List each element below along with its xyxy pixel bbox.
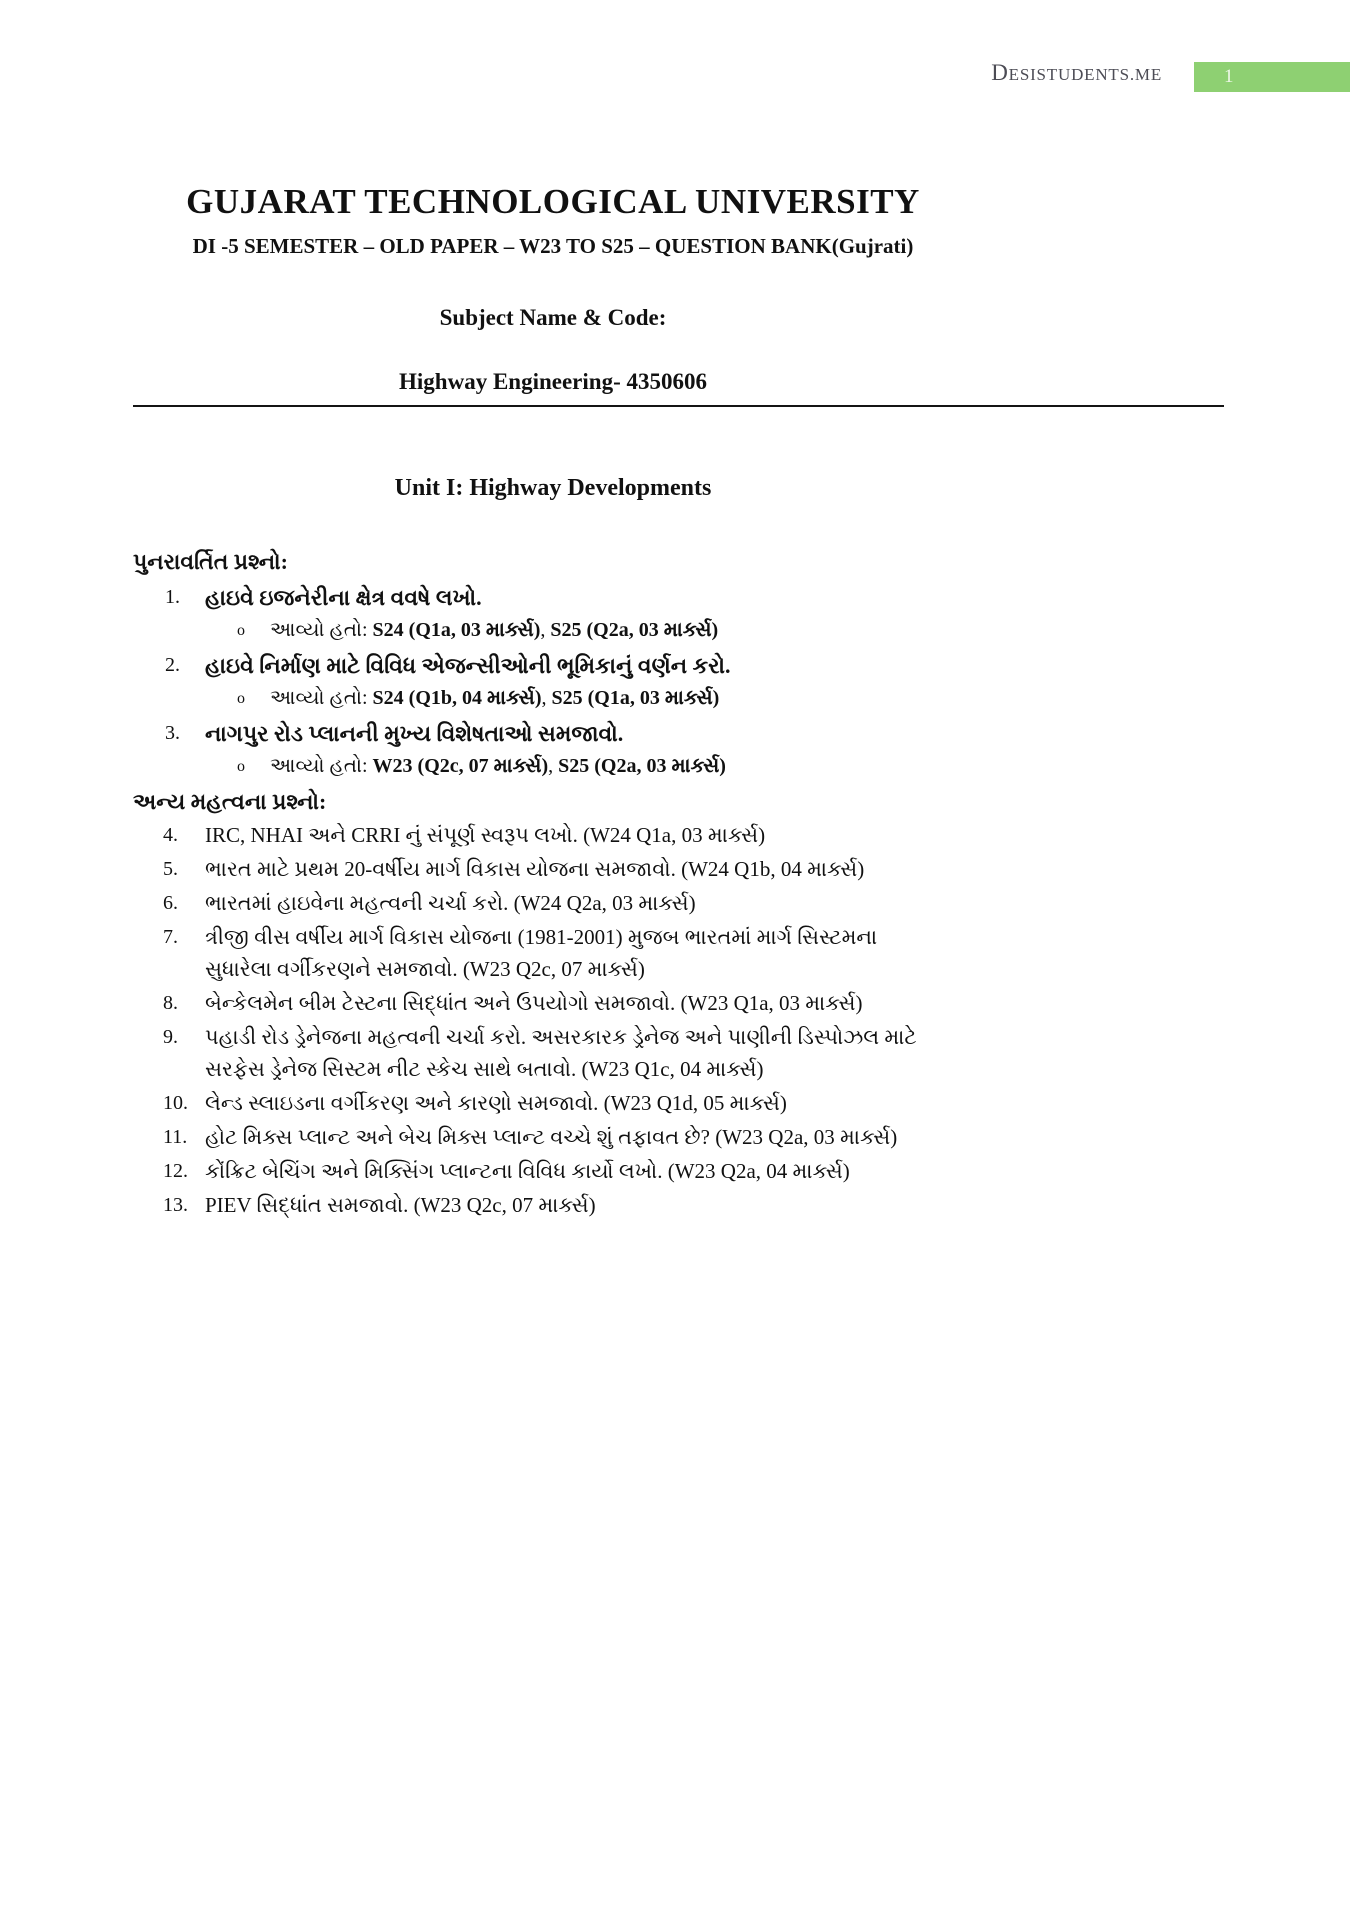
appearance-prefix: આવ્યો હતો: — [270, 619, 373, 641]
appearance-prefix: આવ્યો હતો: — [270, 755, 373, 777]
question-text: હાઇવે નિર્માણ માટે વિવિધ એજન્સીઓની ભૂમિકાનું વર્ણન કરો. — [205, 653, 731, 678]
appearance-ref: S24 (Q1a, 03 માર્ક્સ) — [372, 619, 541, 641]
divider-rule — [133, 405, 1224, 407]
question-text: PIEV સિદ્ધાંત સમજાવો. (W23 Q2c, 07 માર્ક્સ) — [205, 1193, 596, 1217]
question-number: 5. — [163, 858, 178, 880]
question-number: 12. — [163, 1160, 188, 1182]
question-number: 6. — [163, 892, 178, 914]
question-item-10 — [133, 1087, 948, 1119]
question-item-1 — [133, 581, 948, 614]
appearance-note-2 — [133, 684, 948, 713]
question-text: પહાડી રોડ ડ્રેનેજના મહત્વની ચર્ચા કરો. અસરકારક ડ્રેનેજ અને પાણીની ડિસ્પોઝલ માટે સરફેસ ડ્રેનેજ સિસ્ટમ નીટ સ્કેચ સાથે બતાવો. (W23 Q1c, 04 માર્ક્સ) — [205, 1025, 917, 1081]
appearance-text — [270, 684, 719, 713]
appearance-ref: S25 (Q1a, 03 માર્ક્સ) — [551, 687, 720, 709]
question-item-11 — [133, 1121, 948, 1153]
question-number: 2. — [165, 654, 180, 676]
section-heading-other: અન્ય મહત્વના પ્રશ્નો: — [133, 789, 327, 814]
question-item-7 — [133, 921, 948, 985]
question-text: બેન્કેલમેન બીમ ટેસ્ટના સિદ્ધાંત અને ઉપયોગો સમજાવો. (W23 Q1a, 03 માર્ક્સ) — [205, 991, 863, 1015]
appearance-separator: , — [540, 619, 551, 641]
page-number-badge: 1 — [1194, 62, 1350, 92]
subject-label: Subject Name & Code: — [439, 305, 667, 330]
question-item-8 — [133, 987, 948, 1019]
appearance-separator: , — [548, 755, 559, 777]
question-number: 3. — [165, 722, 180, 744]
circle-bullet-icon: o — [237, 690, 245, 707]
question-text: હાઇવે ઇજનેરીના ક્ષેત્ર વવષે લખો. — [205, 585, 482, 610]
question-item-9 — [133, 1021, 948, 1085]
question-item-6 — [133, 887, 948, 919]
appearance-ref: W23 (Q2c, 07 માર્ક્સ) — [372, 755, 549, 777]
appearance-prefix: આવ્યો હતો: — [270, 687, 373, 709]
question-text: ત્રીજી વીસ વર્ષીય માર્ગ વિકાસ યોજના (1981-2001) મુજબ ભારતમાં માર્ગ સિસ્ટમના સુધારેલા વર્ગીકરણને સમજાવો. (W23 Q2c, 07 માર્ક્સ) — [205, 925, 878, 981]
question-text: હોટ મિક્સ પ્લાન્ટ અને બેચ મિક્સ પ્લાન્ટ વચ્ચે શું તફાવત છે? (W23 Q2a, 03 માર્ક્સ) — [205, 1125, 898, 1149]
question-item-4 — [133, 819, 948, 851]
question-number: 7. — [163, 926, 178, 948]
subject-name: Highway Engineering- 4350606 — [399, 369, 707, 394]
question-number: 13. — [163, 1194, 188, 1216]
appearance-separator: , — [541, 687, 552, 709]
circle-bullet-icon: o — [237, 758, 245, 775]
unit-title: Unit I: Highway Developments — [394, 475, 712, 501]
university-title: GUJARAT TECHNOLOGICAL UNIVERSITY — [186, 182, 920, 221]
question-number: 4. — [163, 824, 178, 846]
question-number: 11. — [163, 1126, 188, 1148]
circle-bullet-icon: o — [237, 622, 245, 639]
appearance-text — [270, 616, 718, 645]
question-item-12 — [133, 1155, 948, 1187]
question-number: 1. — [165, 586, 180, 608]
site-watermark: DESISTUDENTS.ME — [991, 60, 1162, 85]
question-text: ભારતમાં હાઇવેના મહત્વની ચર્ચા કરો. (W24 Q2a, 03 માર્ક્સ) — [205, 891, 696, 915]
question-item-2 — [133, 649, 948, 682]
question-text: કોંક્રિટ બેચિંગ અને મિક્સિંગ પ્લાન્ટના વિવિધ કાર્યો લખો. (W23 Q2a, 04 માર્ક્સ) — [205, 1159, 850, 1183]
paper-line: DI -5 SEMESTER – OLD PAPER – W23 TO S25 – QUESTION BANK(Gujrati) — [192, 234, 914, 258]
question-number: 8. — [163, 992, 178, 1014]
unit-block — [133, 473, 973, 503]
question-item-5 — [133, 853, 948, 885]
appearance-ref: S25 (Q2a, 03 માર્ક્સ) — [558, 755, 726, 777]
appearance-text — [270, 752, 726, 781]
question-sections — [133, 547, 948, 1221]
appearance-ref: S24 (Q1b, 04 માર્ક્સ) — [372, 687, 542, 709]
question-text: નાગપુર રોડ પ્લાનની મુખ્ય વિશેષતાઓ સમજાવો. — [205, 721, 624, 746]
question-number: 9. — [163, 1026, 178, 1048]
page-header — [0, 54, 1358, 96]
question-number: 10. — [163, 1092, 188, 1114]
question-text: IRC, NHAI અને CRRI નું સંપૂર્ણ સ્વરૂપ લખો. (W24 Q1a, 03 માર્ક્સ) — [205, 823, 766, 847]
question-item-3 — [133, 717, 948, 750]
question-text: લેન્ડ સ્લાઇડના વર્ગીકરણ અને કારણો સમજાવો. (W23 Q1d, 05 માર્ક્સ) — [205, 1091, 787, 1115]
question-item-13 — [133, 1189, 948, 1221]
appearance-note-1 — [133, 616, 948, 645]
question-text: ભારત માટે પ્રથમ 20-વર્ષીય માર્ગ વિકાસ યોજના સમજાવો. (W24 Q1b, 04 માર્ક્સ) — [205, 857, 865, 881]
section-heading-repeated: પુનરાવર્તિત પ્રશ્નો: — [133, 549, 288, 574]
appearance-note-3 — [133, 752, 948, 781]
appearance-ref: S25 (Q2a, 03 માર્ક્સ) — [550, 619, 719, 641]
